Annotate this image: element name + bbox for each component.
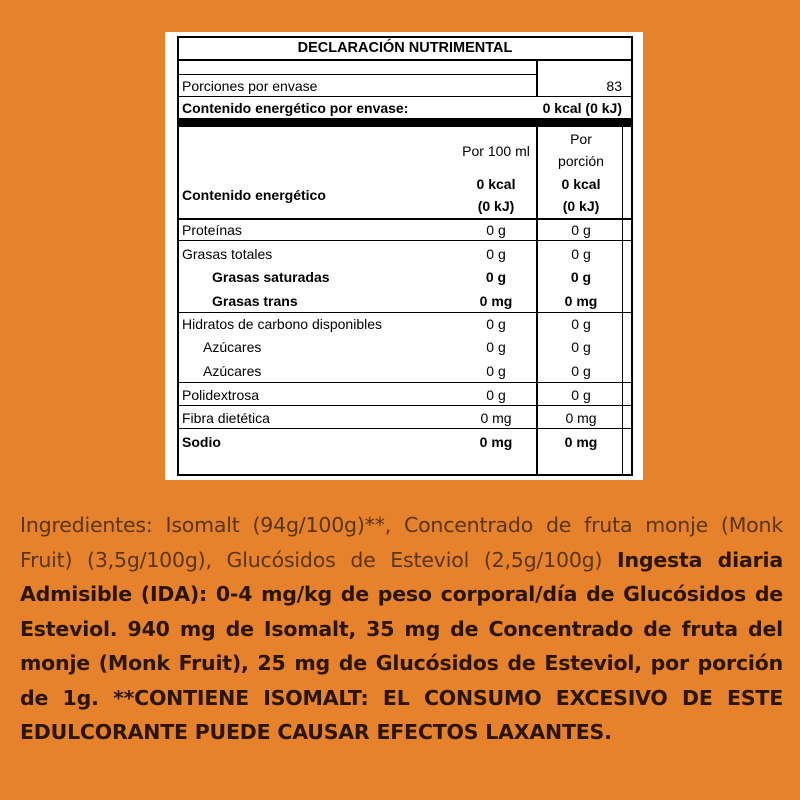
- nutrient-name: Fibra dietética: [182, 410, 270, 426]
- energy-portion-kcal: 0 kcal: [561, 176, 601, 192]
- divider: [177, 74, 537, 75]
- nutrient-value-100: 0 g: [485, 269, 507, 285]
- nutrient-value-portion: 0 g: [570, 269, 592, 285]
- nutrient-name: Sodio: [182, 434, 221, 450]
- nutrient-value-100: 0 mg: [479, 434, 513, 450]
- nutrient-value-portion: 0 g: [571, 316, 591, 332]
- energy-100-kj: (0 kJ): [477, 198, 515, 214]
- energy-per-pack-label: Contenido energético por envase:: [182, 100, 409, 116]
- nutrient-name: Azúcares: [203, 363, 262, 379]
- nutrient-value-portion: 0 g: [571, 363, 591, 379]
- nutrient-name: Grasas trans: [212, 293, 298, 309]
- nutrient-value-100: 0 g: [486, 246, 506, 262]
- divider: [177, 382, 633, 383]
- servings-value: 83: [606, 78, 622, 94]
- column-divider: [622, 127, 623, 476]
- col-header-100ml: Por 100 ml: [462, 143, 530, 159]
- nutrient-name: Azúcares: [203, 339, 262, 355]
- energy-per-pack-value: 0 kcal (0 kJ): [542, 100, 622, 116]
- divider: [177, 428, 633, 429]
- nutrient-value-100: 0 g: [486, 363, 506, 379]
- divider: [177, 240, 633, 241]
- label-title: DECLARACIÓN NUTRIMENTAL: [297, 40, 513, 56]
- nutrient-value-100: 0 g: [486, 387, 506, 403]
- nutrient-value-portion: 0 g: [571, 339, 591, 355]
- nutrient-name: Grasas saturadas: [212, 269, 330, 285]
- thick-divider: [177, 118, 633, 127]
- servings-label: Porciones por envase: [182, 78, 318, 94]
- col-header-portion-1: Por: [570, 131, 592, 147]
- nutrient-value-portion: 0 mg: [565, 410, 597, 426]
- nutrient-value-portion: 0 g: [571, 246, 591, 262]
- nutrient-name: Grasas totales: [182, 246, 273, 262]
- nutrient-value-100: 0 mg: [479, 293, 513, 309]
- nutrient-value-100: 0 g: [486, 339, 506, 355]
- divider: [177, 96, 633, 97]
- column-divider: [536, 61, 538, 96]
- nutrient-name: Proteínas: [182, 222, 242, 238]
- nutrient-value-100: 0 g: [486, 222, 506, 238]
- ingredients-text: [20, 508, 783, 750]
- energy-label: Contenido energético: [182, 187, 326, 203]
- column-divider: [536, 127, 538, 476]
- nutrient-value-portion: 0 g: [571, 222, 591, 238]
- nutrient-name: Polidextrosa: [182, 387, 260, 403]
- energy-portion-kj: (0 kJ): [562, 198, 600, 214]
- divider: [177, 405, 633, 406]
- col-header-portion-2: porción: [558, 153, 604, 169]
- nutrient-name: Hidratos de carbono disponibles: [182, 316, 383, 332]
- nutrient-value-portion: 0 g: [571, 387, 591, 403]
- nutrient-value-100: 0 mg: [480, 410, 512, 426]
- nutrient-value-portion: 0 mg: [564, 293, 598, 309]
- nutrient-value-100: 0 g: [486, 316, 506, 332]
- divider: [177, 218, 633, 220]
- ingredients-warning: Ingesta diaria Admisible (IDA): 0-4 mg/kg de peso corporal/día de Glucósidos de Esteviol. 940 mg de Isomalt, 35 mg de Concentrado de fruta del monje (Monk Fruit), 25 mg de Glucósidos de Esteviol, por porción de 1g. **CONTIENE ISOMALT: EL CONSUMO EXCESIVO DE ESTE EDULCORANTE PUEDE CAUSAR EFECTOS LAXANTES.: [20, 547, 783, 744]
- nutrient-value-portion: 0 mg: [564, 434, 598, 450]
- energy-100-kcal: 0 kcal: [476, 176, 516, 192]
- ingredients-list: Ingredientes: Isomalt (94g/100g)**, Concentrado de fruta monje (Monk Fruit) (3,5g/100g), Glucósidos de Esteviol (2,5g/100g): [20, 513, 783, 572]
- divider: [177, 312, 633, 313]
- divider: [177, 59, 633, 61]
